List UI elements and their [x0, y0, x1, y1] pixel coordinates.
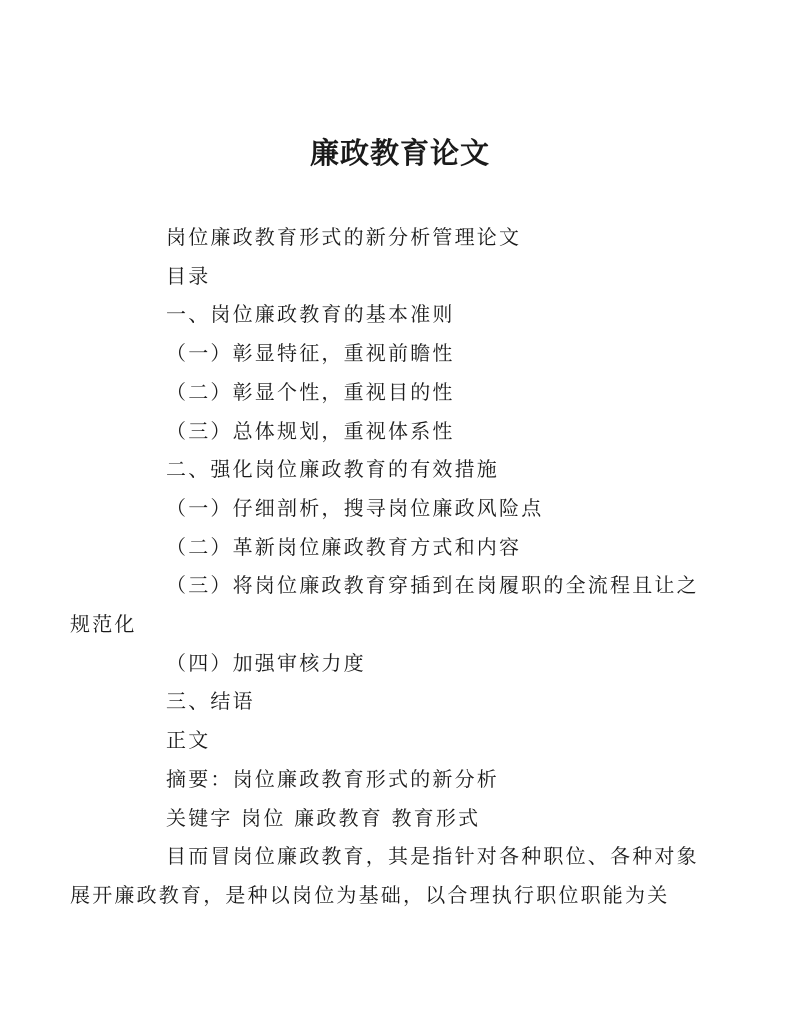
text-line: 规范化 [70, 612, 137, 637]
abstract-line: 摘要：岗位廉政教育形式的新分析 [166, 766, 499, 791]
toc-item: （四）加强审核力度 [166, 650, 366, 675]
text-line: 展开廉政教育，是种以岗位为基础，以合理执行职位职能为关 [70, 882, 670, 907]
toc-item: （一）仔细剖析，搜寻岗位廉政风险点 [166, 495, 544, 520]
toc-item: （二）革新岗位廉政教育方式和内容 [166, 534, 522, 559]
toc-item: （三）总体规划，重视体系性 [166, 418, 455, 443]
text-line: 目而冒岗位廉政教育，其是指针对各种职位、各种对象 [166, 844, 699, 869]
toc-item: （一）彰显特征，重视前瞻性 [166, 341, 455, 366]
keywords-line: 关键字 岗位 廉政教育 教育形式 [166, 805, 481, 830]
toc-item: 二、强化岗位廉政教育的有效措施 [166, 457, 499, 482]
text-line: （三）将岗位廉政教育穿插到在岗履职的全流程且让之 [166, 573, 699, 598]
toc-item-wrapped [70, 566, 699, 643]
document-title: 廉政教育论文 [309, 136, 490, 170]
toc-heading: 目录 [166, 263, 211, 288]
toc-item: 一、岗位廉政教育的基本准则 [166, 302, 455, 327]
paper-title-line: 岗位廉政教育形式的新分析管理论文 [166, 225, 522, 249]
document-body [70, 218, 699, 915]
toc-item: （二）彰显个性，重视目的性 [166, 379, 455, 404]
body-paragraph [70, 837, 699, 914]
toc-item: 三、结语 [166, 689, 255, 714]
section-heading: 正文 [166, 728, 211, 753]
